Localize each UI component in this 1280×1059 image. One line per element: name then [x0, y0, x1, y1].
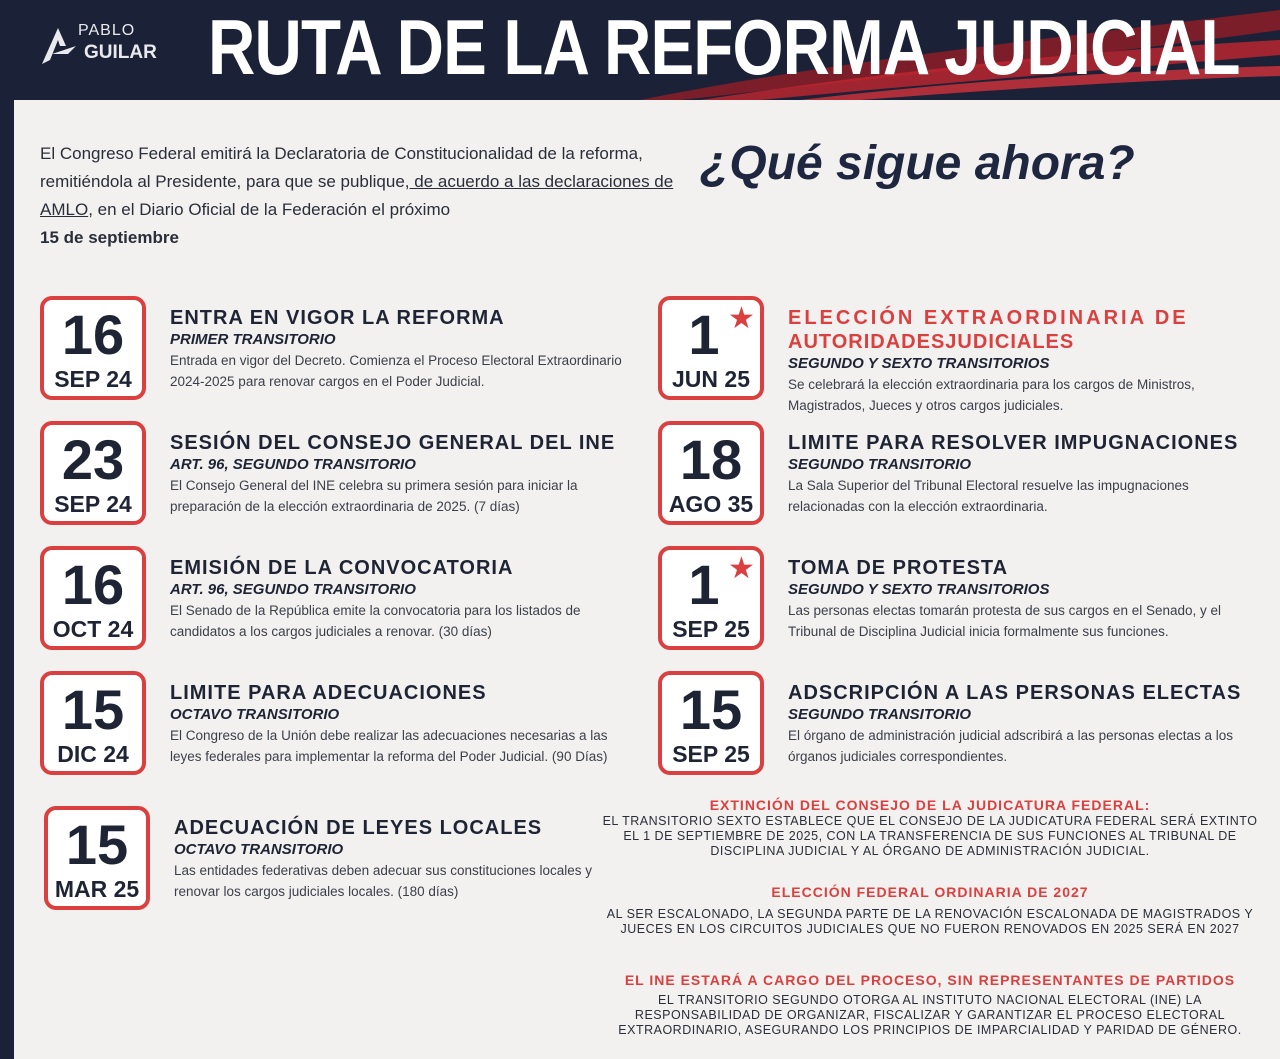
item-text — [170, 681, 630, 767]
item-subtitle: PRIMER TRANSITORIO — [170, 331, 336, 348]
date-day: 16 — [61, 553, 125, 616]
item-description: El Congreso de la Unión debe realizar las adecuaciones necesarias a las leyes federales para implementar la reforma del Poder Judicial. (90 Días) — [170, 728, 608, 764]
left-edge-strip — [0, 100, 14, 1059]
date-month: DIC 24 — [57, 741, 129, 767]
question-heading: ¿Qué sigue ahora? — [700, 137, 1135, 190]
item-title: ADECUACIÓN DE LEYES LOCALES — [174, 817, 543, 839]
item-title-line2: AUTORIDADESJUDICIALES — [788, 331, 1075, 353]
intro-paragraph — [40, 140, 690, 247]
note-block — [600, 796, 1260, 859]
header-banner — [0, 0, 1280, 100]
item-text — [170, 556, 630, 642]
item-title: ENTRA EN VIGOR LA REFORMA — [170, 307, 505, 329]
intro-text-end: , en el Diario Oficial de la Federación el próximo — [88, 200, 451, 219]
item-subtitle: SEGUNDO Y SEXTO TRANSITORIOS — [788, 355, 1050, 372]
item-subtitle: SEGUNDO TRANSITORIO — [788, 456, 972, 473]
logo — [38, 20, 158, 70]
item-subtitle: OCTAVO TRANSITORIO — [174, 841, 344, 858]
item-text — [788, 681, 1258, 767]
date-badge — [40, 671, 146, 775]
date-day: 16 — [61, 303, 125, 366]
logo-text-first: PABLO — [78, 22, 136, 39]
item-title: ELECCIÓN EXTRAORDINARIA DE — [788, 307, 1189, 329]
item-description: Las personas electas tomarán protesta de sus cargos en el Senado, y el Tribunal de Disciplina Judicial inicia formalmente sus funciones. — [788, 603, 1222, 639]
date-month: OCT 24 — [52, 616, 134, 642]
item-text — [788, 306, 1258, 416]
date-month: SEP 25 — [672, 616, 750, 642]
intro-text: El Congreso Federal emitirá la Declaratoria de Constitucionalidad de la reforma, remitiéndola al Presidente, para que se publique, — [40, 144, 643, 191]
date-month: SEP 24 — [54, 491, 132, 517]
item-title: ADSCRIPCIÓN A LAS PERSONAS ELECTAS — [788, 682, 1242, 704]
intro-date: 15 de septiembre — [40, 228, 179, 247]
star-icon: ★ — [728, 302, 755, 335]
item-description: Entrada en vigor del Decreto. Comienza el Proceso Electoral Extraordinario 2024-2025 para renovar cargos en el Poder Judicial. — [170, 353, 622, 389]
item-title: TOMA DE PROTESTA — [788, 557, 1009, 579]
note-block — [600, 971, 1260, 1038]
date-day: 18 — [679, 428, 743, 491]
note-body: AL SER ESCALONADO, LA SEGUNDA PARTE DE LA RENOVACIÓN ESCALONADA DE MAGISTRADOS Y JUECES EN LOS CIRCUITOS JUDICIALES QUE NO FUERON RENOVADOS EN 2025 SERÁ EN 2027 — [606, 907, 1254, 936]
item-title: EMISIÓN DE LA CONVOCATORIA — [170, 557, 514, 579]
item-description: El Consejo General del INE celebra su primera sesión para iniciar la preparación de la elección extraordinaria de 2025. (7 días) — [170, 478, 578, 514]
item-subtitle: SEGUNDO Y SEXTO TRANSITORIOS — [788, 581, 1050, 598]
date-badge — [40, 421, 146, 525]
item-subtitle: OCTAVO TRANSITORIO — [170, 706, 340, 723]
date-badge — [40, 546, 146, 650]
date-day: 15 — [679, 678, 743, 741]
item-title: LIMITE PARA RESOLVER IMPUGNACIONES — [788, 432, 1239, 454]
date-month: AGO 35 — [668, 491, 754, 517]
date-badge — [658, 421, 764, 525]
note-body: EL TRANSITORIO SEGUNDO OTORGA AL INSTITUTO NACIONAL ELECTORAL (INE) LA RESPONSABILIDAD DE ORGANIZAR, FISCALIZAR Y GARANTIZAR EL PROCESO ELECTORAL EXTRAORDINARIO, ASEGURANDO LOS PRINCIPIOS DE IMPARCIALIDAD Y PARIDAD DE GÉNERO. — [618, 993, 1242, 1037]
item-text — [788, 556, 1258, 642]
item-subtitle: ART. 96, SEGUNDO TRANSITORIO — [170, 456, 416, 473]
item-description: Las entidades federativas deben adecuar sus constituciones locales y renovar los cargos judiciales locales. (180 días) — [174, 863, 593, 899]
item-description: La Sala Superior del Tribunal Electoral resuelve las impugnaciones relacionadas con la elección extraordinaria. — [788, 478, 1189, 514]
item-description: El órgano de administración judicial adscribirá a las personas electas a los órganos judiciales correspondientes. — [788, 728, 1233, 764]
date-day: 15 — [65, 813, 129, 876]
item-subtitle: ART. 96, SEGUNDO TRANSITORIO — [170, 581, 416, 598]
item-subtitle: SEGUNDO TRANSITORIO — [788, 706, 972, 723]
note-body: EL TRANSITORIO SEXTO ESTABLECE QUE EL CONSEJO DE LA JUDICATURA FEDERAL SERÁ EXTINTO EL 1 DE SEPTIEMBRE DE 2025, CON LA TRANSFERENCIA DE SUS FUNCIONES AL TRIBUNAL DE DISCIPLINA JUDICIAL Y AL ÓRGANO DE ADMINISTRACIÓN JUDICIAL. — [602, 814, 1258, 858]
date-month: SEP 24 — [54, 366, 132, 392]
item-text — [174, 816, 614, 902]
logo-arrow-icon — [38, 24, 78, 68]
date-day: 15 — [61, 678, 125, 741]
note-block — [600, 883, 1260, 937]
date-badge — [44, 806, 150, 910]
note-heading: EXTINCIÓN DEL CONSEJO DE LA JUDICATURA FEDERAL: — [709, 797, 1151, 813]
date-day: 23 — [61, 428, 125, 491]
note-heading: EL INE ESTARÁ A CARGO DEL PROCESO, SIN REPRESENTANTES DE PARTIDOS — [624, 972, 1236, 988]
star-icon: ★ — [728, 552, 755, 585]
date-badge — [658, 546, 764, 650]
date-month: MAR 25 — [54, 876, 140, 902]
item-text — [788, 431, 1258, 517]
date-month: JUN 25 — [672, 366, 750, 392]
date-month: SEP 25 — [672, 741, 750, 767]
date-day: 1 — [688, 303, 720, 366]
date-day: 1 — [688, 553, 720, 616]
page-title: RUTA DE LA REFORMA JUDICIAL — [208, 3, 1240, 91]
logo-text-last: GUILAR — [84, 42, 157, 63]
date-badge — [658, 296, 764, 400]
item-title: SESIÓN DEL CONSEJO GENERAL DEL INE — [170, 432, 616, 454]
item-description: El Senado de la República emite la convocatoria para los listados de candidatos a los cargos judiciales a renovar. (30 días) — [170, 603, 581, 639]
item-text — [170, 306, 630, 392]
date-badge — [658, 671, 764, 775]
item-title: LIMITE PARA ADECUACIONES — [170, 682, 487, 704]
note-heading: ELECCIÓN FEDERAL ORDINARIA DE 2027 — [771, 884, 1089, 900]
date-badge — [40, 296, 146, 400]
item-text — [170, 431, 630, 517]
item-description: Se celebrará la elección extraordinaria para los cargos de Ministros, Magistrados, Jueces y otros cargos judiciales. — [788, 377, 1195, 413]
intro-link-text: de acuerdo a las declaraciones de AMLO — [40, 172, 674, 219]
